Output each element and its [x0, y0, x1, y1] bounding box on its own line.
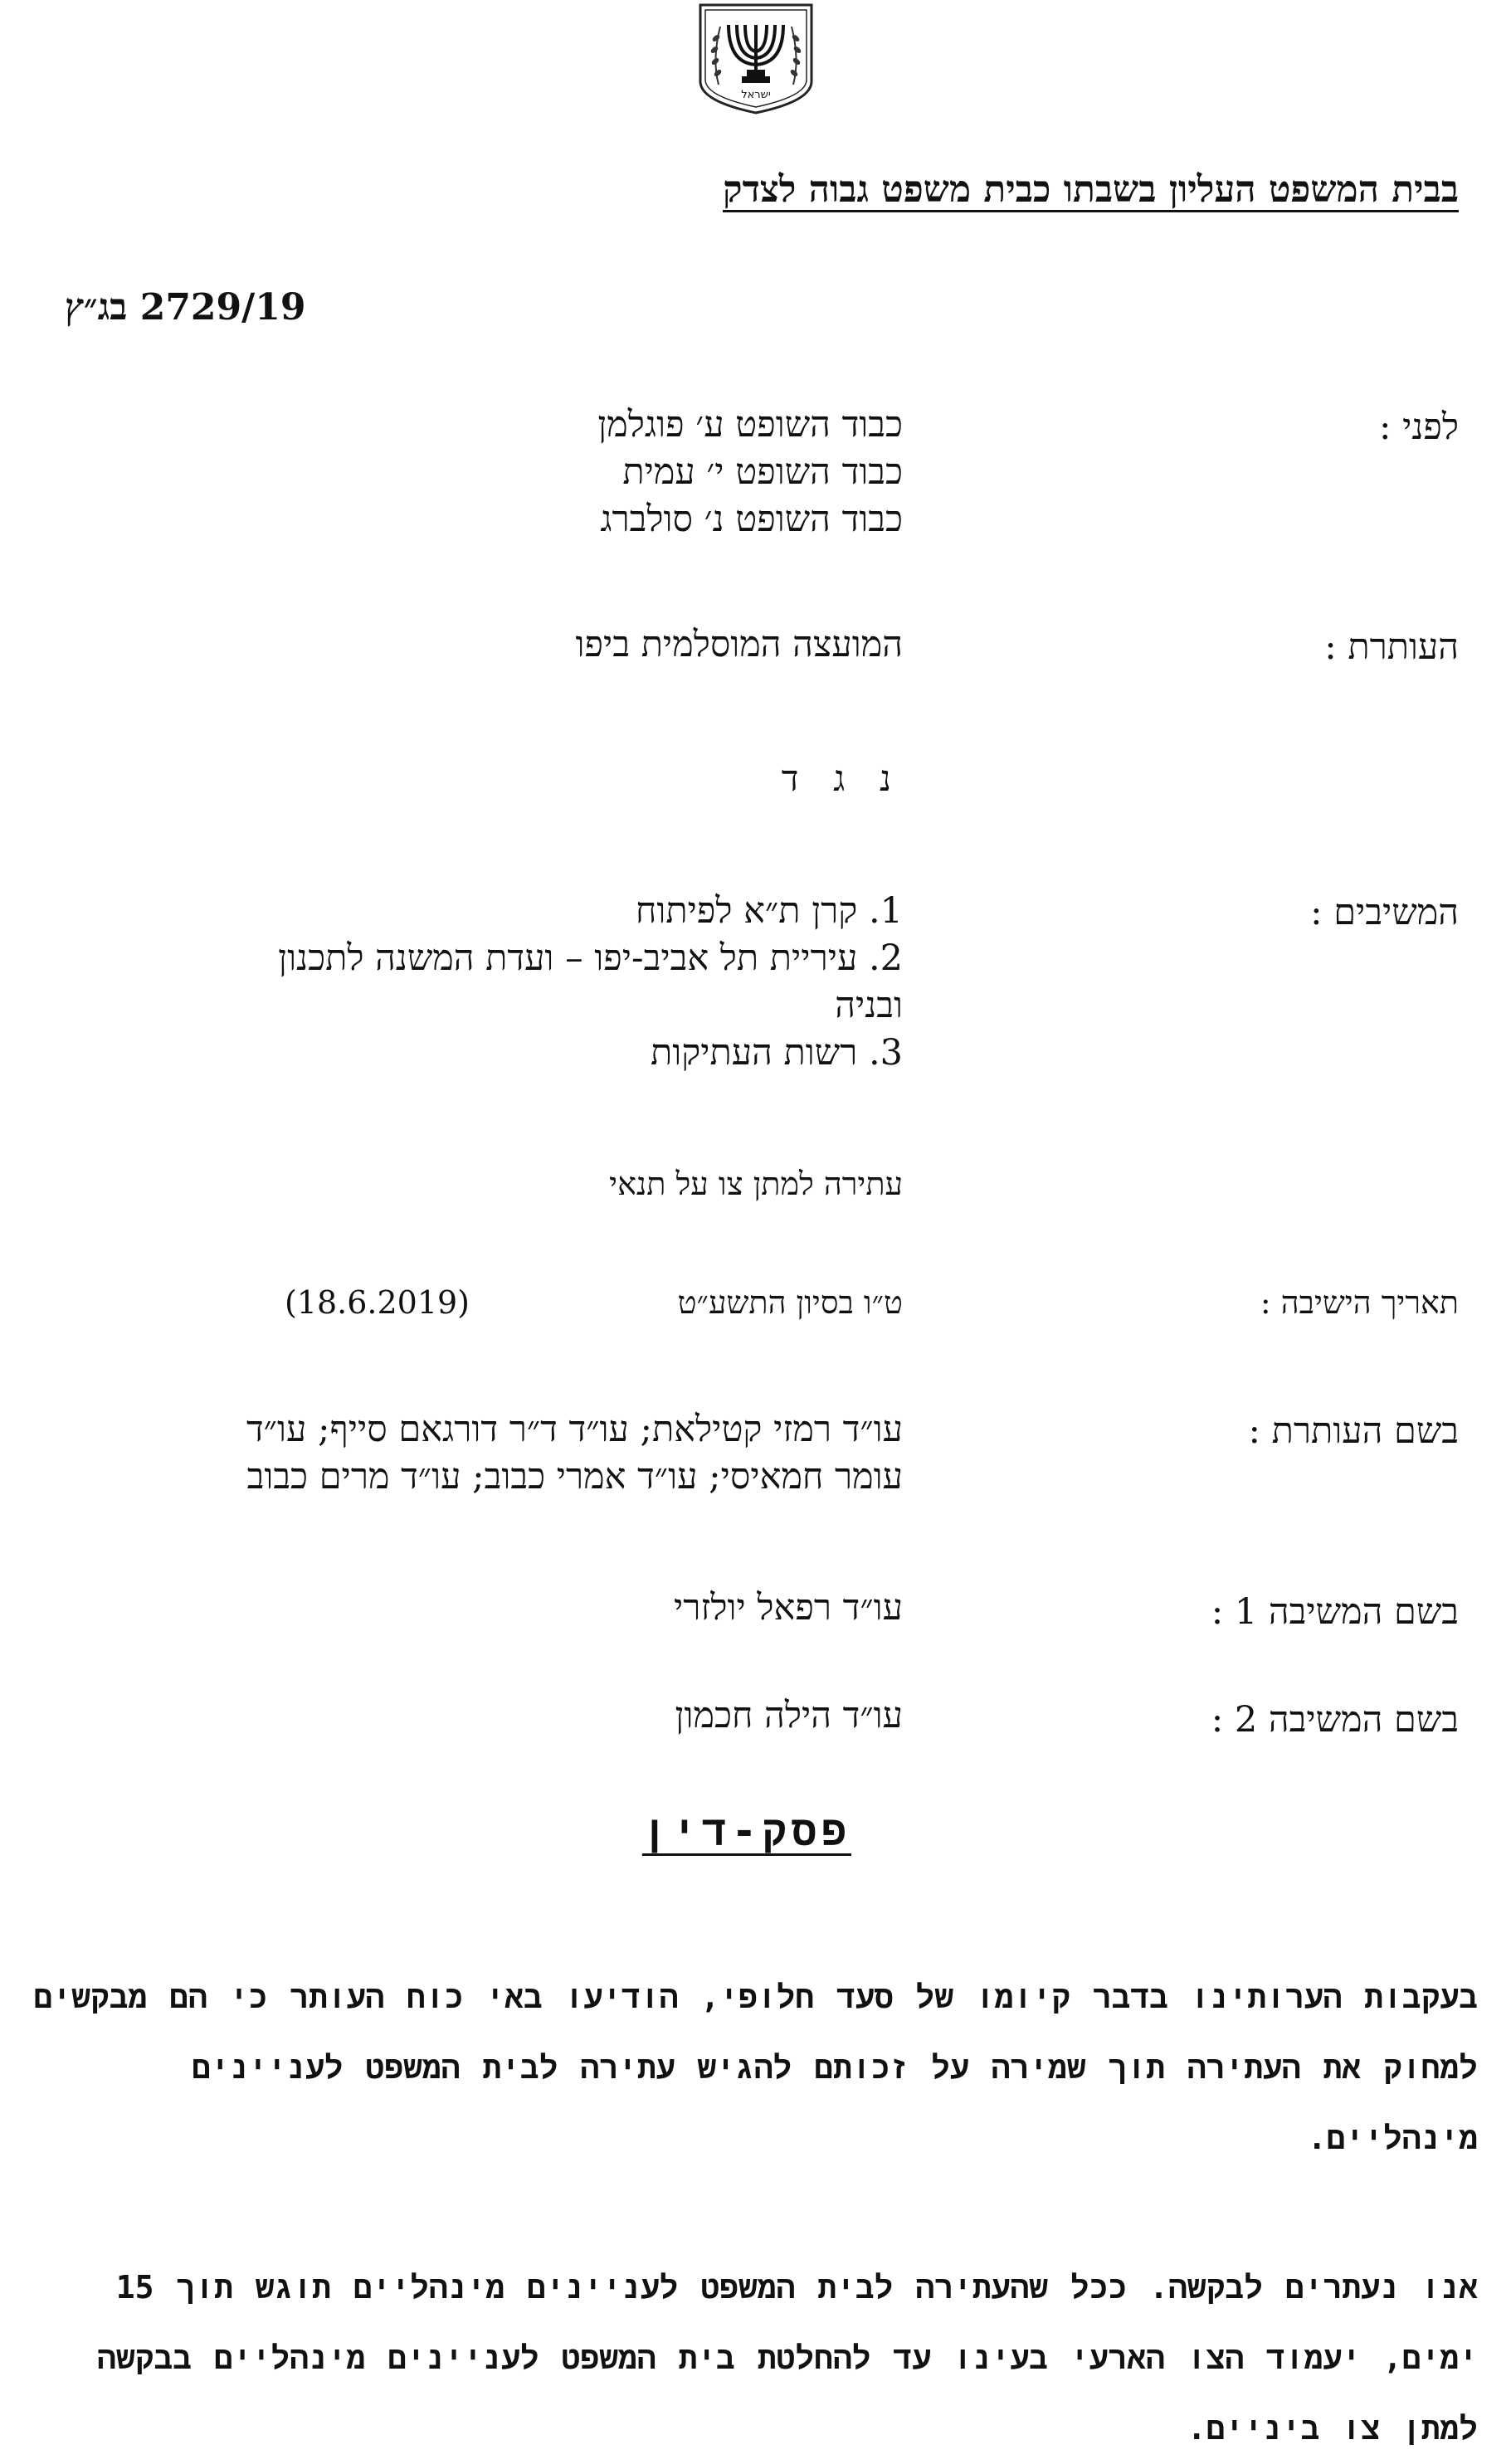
judges-list	[597, 402, 903, 543]
verdict-title: פסק-דין	[641, 1807, 851, 1855]
counsel-respondent2-name: עו״ד הילה חכמון	[675, 1695, 903, 1736]
hearing-date-label: תאריך הישיבה :	[1260, 1284, 1459, 1321]
respondent-line: 2. עיריית תל אביב-יפו – ועדת המשנה לתכנון	[278, 937, 903, 979]
judge-line: כבוד השופט ע׳ פוגלמן	[597, 404, 903, 446]
hearing-hebrew-date: ט״ו בסיון התשע״ט	[677, 1284, 903, 1321]
petitioner-name: המועצה המוסלמית ביפו	[575, 624, 903, 665]
respondents-label: המשיבים :	[1310, 892, 1459, 933]
judge-line: כבוד השופט נ׳ סולברג	[600, 499, 903, 540]
counsel-line: עומר חמאיסי; עו״ד אמרי כבוב; עו״ד מרים כבוב	[246, 1456, 903, 1497]
judge-line: כבוד השופט י׳ עמית	[622, 451, 903, 493]
respondents-list	[278, 888, 903, 1077]
counsel-petitioner-names	[246, 1406, 903, 1501]
verdict-paragraph: בעקבות הערותינו בדבר קיומו של סעד חלופי, הודיעו באי כוח העותר כי הם מבקשים למחוק את העתירה תוך שמירה על זכותם להגיש עתירה לבית המשפט לעניינים מינהליים.	[33, 1979, 1478, 2156]
svg-text:ישראל: ישראל	[741, 89, 771, 101]
case-number	[50, 286, 305, 329]
counsel-petitioner-label: בשם העותרת :	[1248, 1410, 1459, 1452]
respondent-line: ובניה	[835, 985, 903, 1026]
before-label: לפני :	[1378, 407, 1459, 448]
petitioner-label: העותרת :	[1324, 626, 1459, 668]
petition-type: עתירה למתן צו על תנאי	[609, 1166, 903, 1202]
hearing-gregorian-date: (18.6.2019)	[284, 1284, 470, 1321]
versus-label: נ ג ד	[781, 758, 903, 800]
verdict-paragraph: אנו נעתרים לבקשה. ככל שהעתירה לבית המשפט לעניינים מינהליים תוגש תוך 15 ימים, יעמוד הצו הארעי בעינו עד להחלטת בית המשפט לעניינים מינהליים בבקשה למתן צו ביניים.	[97, 2269, 1478, 2447]
state-emblem-icon	[694, 2, 818, 116]
respondent-line: 3. רשות העתיקות	[651, 1032, 903, 1074]
counsel-respondent1-label: בשם המשיבה 1 :	[1211, 1591, 1459, 1633]
counsel-line: עו״ד רמזי קטילאת; עו״ד ד״ר דורגאם סייף; עו״ד	[246, 1409, 903, 1450]
case-number-value: 2729/19	[139, 286, 306, 329]
respondent-line: 1. קרן ת״א לפיתוח	[635, 890, 903, 932]
counsel-respondent2-label: בשם המשיבה 2 :	[1211, 1699, 1459, 1741]
counsel-respondent1-name: עו״ד רפאל יולזרי	[673, 1587, 903, 1629]
case-type: בג״ץ	[65, 286, 128, 329]
court-title: בבית המשפט העליון בשבתו כבית משפט גבוה לצדק	[723, 168, 1459, 211]
